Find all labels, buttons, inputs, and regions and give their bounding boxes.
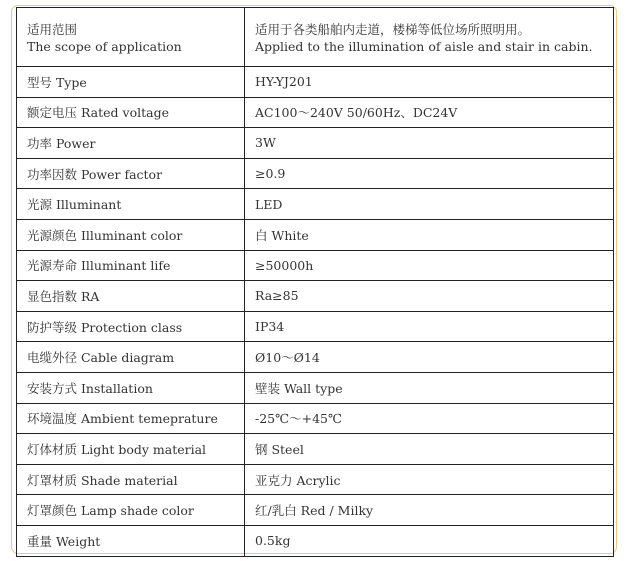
spec-label: 光源 Illuminant	[17, 189, 245, 220]
spec-label: 额定电压 Rated voltage	[17, 97, 245, 128]
spec-label: 显色指数 RA	[17, 281, 245, 312]
spec-value: Ra≥85	[245, 281, 614, 312]
spec-value: ≥50000h	[245, 250, 614, 281]
spec-label: 环境温度 Ambient temeprature	[17, 403, 245, 434]
table-row	[17, 158, 614, 189]
table-row	[17, 403, 614, 434]
spec-value: HY-YJ201	[245, 67, 614, 98]
table-row	[17, 464, 614, 495]
scope-label-en: The scope of application	[27, 39, 182, 54]
spec-label: 重量 Weight	[17, 525, 245, 556]
scope-value-cn: 适用于各类船舶内走道，楼梯等低位场所照明用。	[255, 22, 531, 37]
scope-value-en: Applied to the illumination of aisle and stair in cabin.	[255, 39, 593, 54]
scope-label-cell	[17, 8, 245, 67]
table-row	[17, 495, 614, 526]
spec-label: 功率因数 Power factor	[17, 158, 245, 189]
spec-label: 型号 Type	[17, 67, 245, 98]
scope-row	[17, 8, 614, 67]
spec-value: 3W	[245, 128, 614, 159]
spec-value: 红/乳白 Red / Milky	[245, 495, 614, 526]
spec-value: IP34	[245, 311, 614, 342]
spec-label: 灯罩颜色 Lamp shade color	[17, 495, 245, 526]
spec-label: 灯罩材质 Shade material	[17, 464, 245, 495]
table-row	[17, 219, 614, 250]
spec-value: 0.5kg	[245, 525, 614, 556]
spec-label: 灯体材质 Light body material	[17, 434, 245, 465]
spec-table	[16, 7, 614, 557]
spec-value: -25℃～+45℃	[245, 403, 614, 434]
scope-value-cell	[245, 8, 614, 67]
spec-value: 壁装 Wall type	[245, 372, 614, 403]
spec-value: 钢 Steel	[245, 434, 614, 465]
table-row	[17, 67, 614, 98]
spec-label: 功率 Power	[17, 128, 245, 159]
spec-label: 光源颜色 Illuminant color	[17, 219, 245, 250]
spec-value: 亚克力 Acrylic	[245, 464, 614, 495]
table-row	[17, 250, 614, 281]
spec-label: 安装方式 Installation	[17, 372, 245, 403]
table-row	[17, 128, 614, 159]
table-row	[17, 434, 614, 465]
table-row	[17, 372, 614, 403]
spec-value: ≥0.9	[245, 158, 614, 189]
scope-label-cn: 适用范围	[27, 22, 78, 37]
spec-label: 防护等级 Protection class	[17, 311, 245, 342]
spec-label: 光源寿命 Illuminant life	[17, 250, 245, 281]
table-row	[17, 342, 614, 373]
spec-value: LED	[245, 189, 614, 220]
spec-value: AC100～240V 50/60Hz、DC24V	[245, 97, 614, 128]
spec-label: 电缆外径 Cable diagram	[17, 342, 245, 373]
table-row	[17, 189, 614, 220]
table-row	[17, 97, 614, 128]
spec-value: 白 White	[245, 219, 614, 250]
table-row	[17, 281, 614, 312]
table-row	[17, 525, 614, 556]
table-row	[17, 311, 614, 342]
spec-value: Ø10～Ø14	[245, 342, 614, 373]
